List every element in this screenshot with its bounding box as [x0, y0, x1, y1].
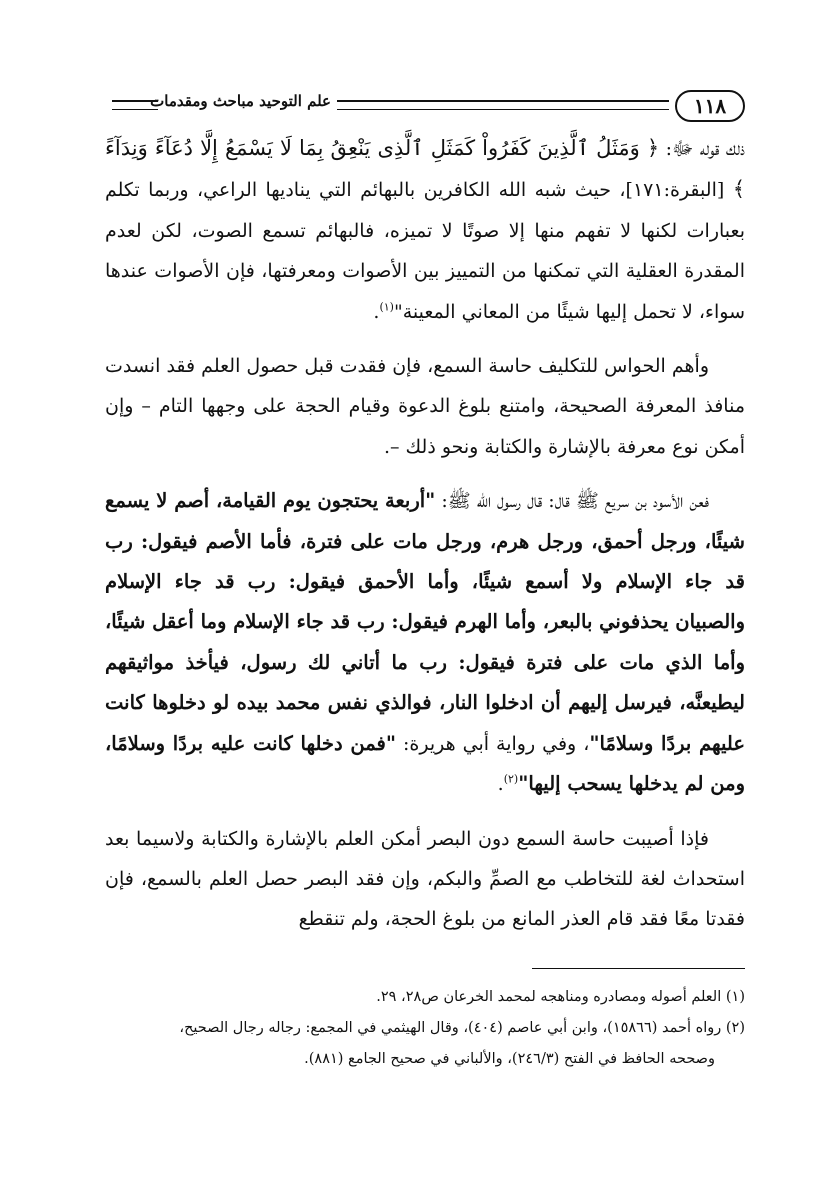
quran-verse: ﴿ وَمَثَلُ ٱلَّذِينَ كَفَرُواْ كَمَثَلِ ٱلَّذِى يَنْعِقُ بِمَا لَا يَسْمَعُ إِلَّا دُعَآءً وَنِدَآءً ﴾	[105, 136, 745, 202]
p1-end: .	[373, 300, 380, 323]
p1-intro: ذلك قوله ﷻ:	[659, 138, 745, 160]
hadith-text: "أربعة يحتجون يوم القيامة، أصم لا يسمع شيئًا، ورجل أحمق، ورجل هرم، ورجل مات على فترة، فأما الأصم فيقول: رب قد جاء الإسلام ولا أسمع شيئًا، وأما الأحمق فيقول: رب قد جاء الإسلام والصبيان يحذفوني بالبعر، وأما الهرم فيقول: رب قد جاء الإسلام وما أعقل شيئًا، وأما الذي مات على فترة فيقول: رب ما أتاني لك رسول، فيأخذ مواثيقهم ليطيعنَّه، فيرسل إليهم أن ادخلوا النار، فوالذي نفس محمد بيده لو دخلوها كانت عليهم بردًا وسلامًا"	[105, 489, 745, 755]
page-header	[100, 88, 745, 124]
running-title: علم التوحيد مباحث ومقدمات	[150, 92, 331, 110]
p3-end: .	[497, 773, 504, 796]
p3-intro: فعن الأسود بن سريع ﷺ قال: قال رسول الله ﷺ:	[435, 490, 710, 513]
footnote-2-cont: وصححه الحافظ في الفتح (٢٤٦/٣)، والألباني في صحيح الجامع (٨٨١).	[304, 1051, 715, 1067]
paragraph-1	[105, 128, 745, 332]
footnote-separator	[532, 968, 745, 969]
paragraph-3	[105, 481, 745, 804]
footnote-2: (٢) رواه أحمد (١٥٨٦٦)، وابن أبي عاصم (٤٠٤)، وقال الهيثمي في المجمع: رجاله رجال الصحيح،	[179, 1020, 745, 1036]
footnotes	[105, 982, 745, 1075]
header-rule	[337, 100, 669, 110]
footnote-ref-1: (١)	[379, 300, 394, 314]
p3-mid: ، وفي رواية أبي هريرة:	[396, 732, 590, 755]
p4-text: فإذا أصيبت حاسة السمع دون البصر أمكن العلم بالإشارة والكتابة ولاسيما بعد استحداث لغة للتخاطب مع الصمِّ والبكم، وإن فقد البصر حصل العلم بالسمع، فإن فقدتا معًا فقد قام العذر المانع من بلوغ الحجة، ولم تنقطع	[105, 827, 745, 931]
footnote-1: (١) العلم أصوله ومصادره ومناهجه لمحمد الخرعان ص٢٨، ٢٩.	[376, 989, 745, 1005]
page-body	[105, 128, 745, 940]
footnote-ref-2: (٢)	[503, 772, 519, 786]
page-number: ١١٨	[675, 90, 745, 122]
hadith-text-2: "فمن دخلها كانت عليه بردًا وسلامًا، ومن لم يدخلها يسحب إليها"	[105, 731, 745, 796]
p1-text: [البقرة:١٧١]، حيث شبه الله الكافرين بالبهائم التي يناديها الراعي، وربما تكلم بعبارات لكنها لا تفهم منها إلا صوتًا لا تميزه، فالبهائم تسمع الصوت، لكن لعدم المقدرة العقلية التي تمكنها من التمييز بين الأصوات ومعرفتها، فإن الأصوات عندها سواء، لا تحمل إليها شيئًا من المعاني المعينة"	[105, 179, 745, 323]
paragraph-4	[105, 819, 745, 940]
p2-text: وأهم الحواس للتكليف حاسة السمع، فإن فقدت قبل حصول العلم فقد انسدت منافذ المعرفة الصحيحة، وامتنع بلوغ الدعوة وقيام الحجة على وجهها التام – وإن أمكن نوع معرفة بالإشارة والكتابة ونحو ذلك –.	[105, 355, 745, 458]
paragraph-2	[105, 346, 745, 467]
header-rule-short	[112, 100, 158, 110]
